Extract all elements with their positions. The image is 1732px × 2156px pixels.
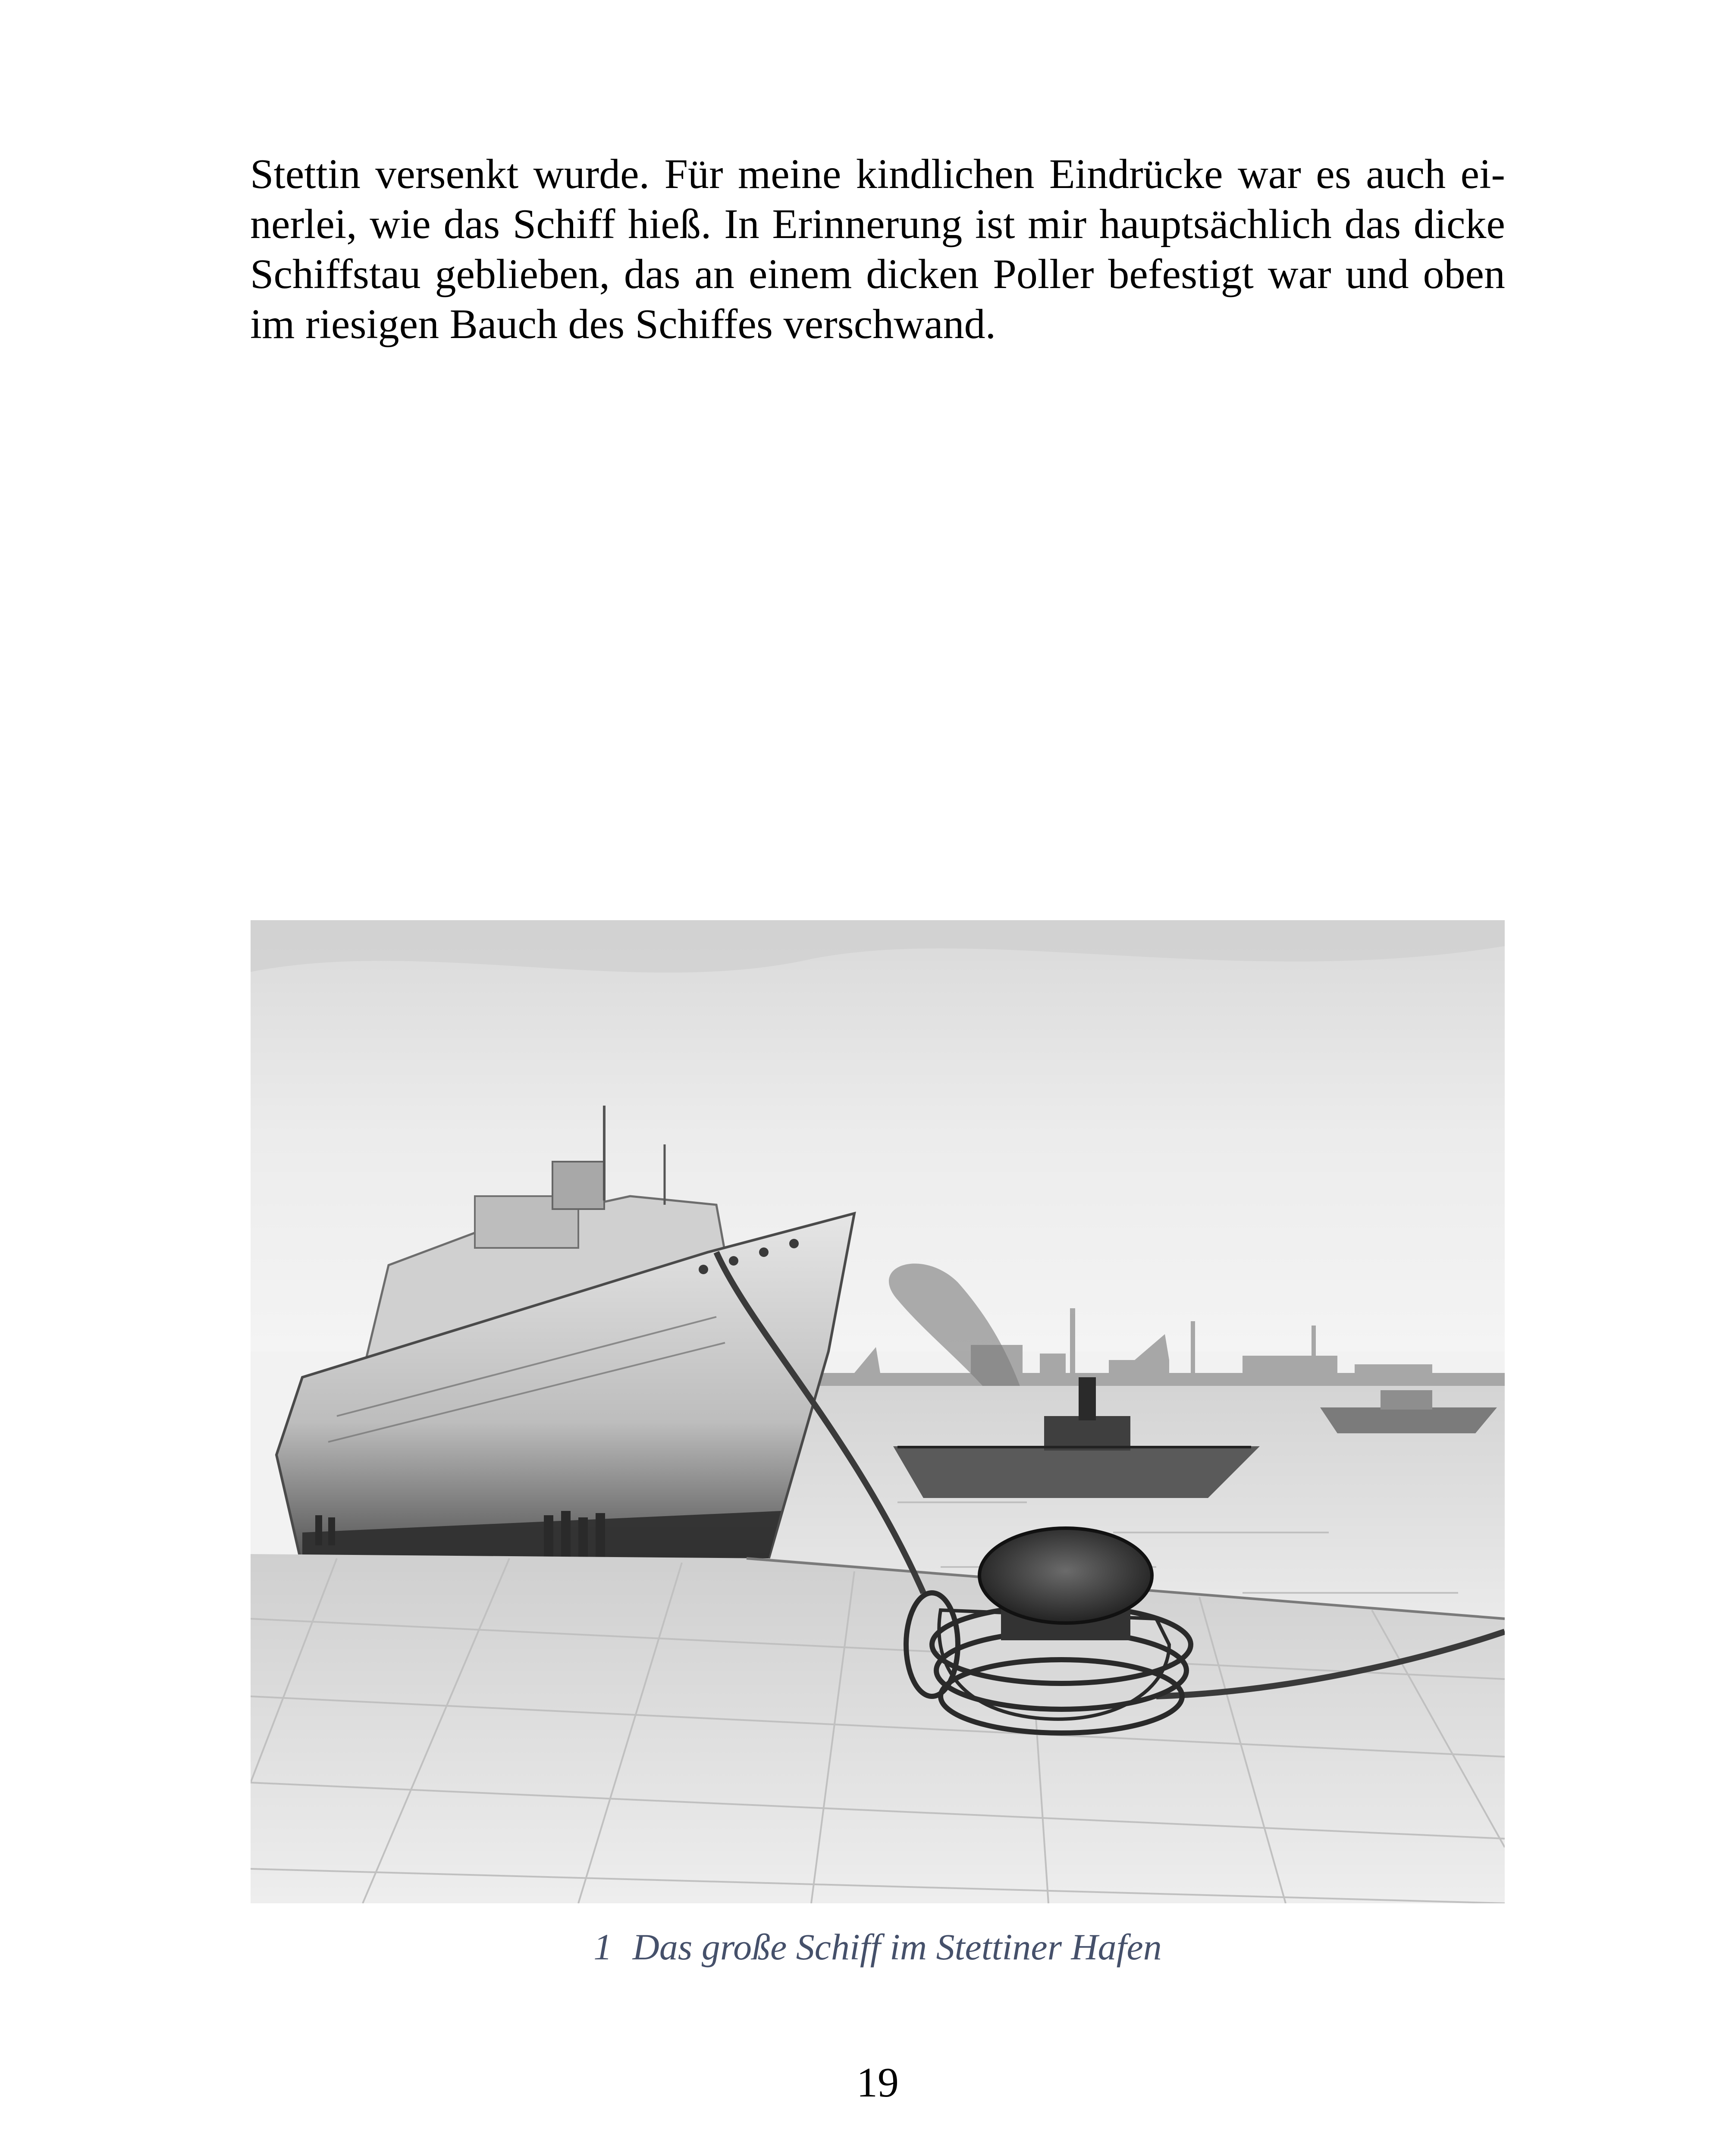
- figure-number: 1: [593, 1926, 612, 1968]
- paragraph-line: Stettin versenkt wurde. Für meine kindlichen Eindrücke war es auch ei-: [250, 151, 1505, 197]
- quay-paving: [251, 1554, 1505, 1903]
- paragraph-line: im riesigen Bauch des Schiffes verschwand.: [250, 301, 996, 348]
- paragraph-line: Schiffstau geblieben, das an einem dicken Poller befestigt war und oben: [250, 251, 1505, 298]
- body-paragraph: [250, 149, 1505, 349]
- figure-caption: [250, 1925, 1505, 1968]
- page-number: 19: [857, 2059, 899, 2106]
- figure-caption-text: Das große Schiff im Stettiner Hafen: [632, 1926, 1162, 1968]
- harbor-ship-drawing: [251, 920, 1505, 1903]
- paragraph-line: nerlei, wie das Schiff hieß. In Erinnerung ist mir hauptsächlich das dicke: [250, 201, 1505, 248]
